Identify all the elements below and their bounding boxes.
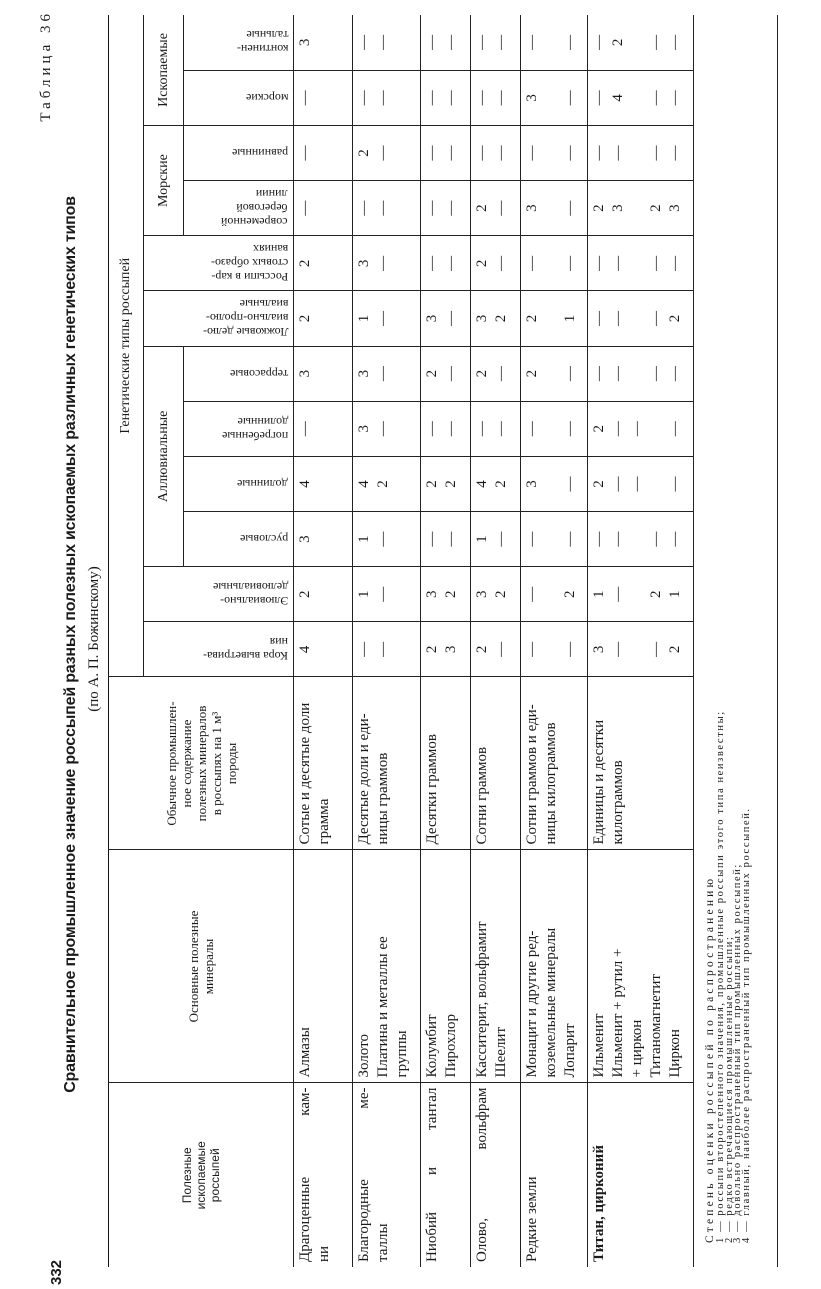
deposit-type: Драгоценные кам- ни — [297, 1087, 332, 1262]
rating-value-cell — [421, 346, 471, 401]
table-row — [471, 15, 521, 1267]
rating-value: 4 — [297, 480, 313, 488]
rating-value-cell — [421, 401, 471, 456]
header-eluvial-deluvial — [144, 567, 294, 622]
rating-value-cell — [471, 512, 521, 567]
rating-value-cell — [421, 70, 471, 125]
rating-value: 4 — [297, 645, 313, 654]
rating-value: — — — [474, 421, 509, 437]
rating-value: 2 — — [356, 145, 391, 161]
header-fossil-marine — [184, 70, 294, 125]
rating-value-cell — [353, 291, 421, 346]
rating-value-cell — [588, 181, 694, 236]
rating-value: — — — — — [591, 366, 683, 382]
header-plain — [184, 125, 294, 180]
rating-value: — 2 — — — [591, 34, 683, 50]
rating-value: 2 — — — — [591, 476, 683, 492]
rating-value: — — — [424, 90, 459, 106]
main-minerals-cell — [353, 850, 421, 1083]
main-minerals: Монацит и другие ред- коземельные минералы Лопарит — [524, 927, 578, 1078]
rating-value-cell — [471, 291, 521, 346]
rating-value-cell — [421, 15, 471, 70]
rating-value-cell — [294, 15, 353, 70]
table-row — [421, 15, 471, 1267]
rating-value-cell — [421, 181, 471, 236]
rating-value: 3 2 — [474, 590, 509, 599]
table-number-label: Таблица 36 — [38, 10, 54, 122]
rating-value-cell — [353, 125, 421, 180]
rating-value: 3 — — [424, 310, 459, 326]
rating-value-cell — [521, 346, 588, 401]
header-buried-valley — [184, 401, 294, 456]
deposit-type-cell — [588, 1083, 694, 1267]
main-minerals: Ильменит Ильменит + рутил + + циркон Титаномагнетит Циркон — [591, 948, 683, 1078]
rating-value: 2 — — [474, 255, 509, 271]
rating-value-cell — [353, 236, 421, 291]
typical-content-cell — [471, 677, 521, 850]
typical-content: Сотни граммов и еди- ницы килограммов — [524, 704, 559, 845]
rating-value: 1 — — [356, 531, 391, 547]
rating-value-cell — [471, 236, 521, 291]
rating-value: — — [297, 90, 313, 106]
rating-value: — — [297, 145, 313, 161]
rating-value: 3 — — [524, 476, 578, 492]
table-title: Сравнительное промышленное значение россыпей разных полезных ископаемых различных генетических типов — [62, 196, 79, 1093]
rating-value: — 4 — — — [591, 90, 683, 106]
rating-value: 4 2 — [356, 480, 391, 488]
rating-value-cell — [521, 236, 588, 291]
rating-value-cell — [471, 70, 521, 125]
rating-value: 2 — [297, 590, 313, 599]
rating-value-cell — [353, 70, 421, 125]
bottom-rule — [777, 15, 778, 1267]
header-label: Элювиально- делювиальные — [212, 580, 288, 609]
rating-value-cell — [471, 456, 521, 511]
typical-content: Десятки граммов — [424, 733, 440, 845]
typical-content-cell — [353, 677, 421, 850]
typical-content-cell — [421, 677, 471, 850]
typical-content: Единицы и десятки килограммов — [591, 719, 626, 845]
main-minerals-cell — [521, 850, 588, 1083]
rating-value-cell — [353, 401, 421, 456]
header-genetic-types: Генетические типы россыпей — [109, 15, 144, 677]
rating-value-cell — [294, 125, 353, 180]
rating-value: 1 — — [474, 531, 509, 547]
header-label: современной береговой линии — [221, 187, 288, 230]
rating-value-cell — [471, 401, 521, 456]
rating-value-cell — [353, 512, 421, 567]
rating-value: 2 3 — [424, 645, 459, 654]
rating-value-cell — [521, 512, 588, 567]
deposit-type: Ниобий и тантал — [424, 1087, 440, 1262]
rating-value-cell — [294, 512, 353, 567]
rating-value-cell — [521, 401, 588, 456]
deposit-type-cell — [521, 1083, 588, 1267]
header-label: равнинные — [231, 146, 288, 161]
header-label: долинные — [237, 476, 288, 491]
rating-value-cell — [421, 456, 471, 511]
rating-value: — — — [424, 421, 459, 437]
header-karst — [144, 236, 294, 291]
main-minerals: Колумбит Пирохлор — [424, 1014, 459, 1078]
rating-value-cell — [421, 512, 471, 567]
header-terrace — [184, 346, 294, 401]
header-label: Россыпи в кар- стовых образо- ваниях — [210, 242, 288, 285]
rating-value: 3 — — [356, 255, 391, 271]
rating-value-cell — [353, 346, 421, 401]
rating-value-cell — [353, 622, 421, 677]
header-valley — [184, 456, 294, 511]
legend-heading: Степень оценки россыпей по распространению — [704, 875, 716, 1243]
rating-value: — — — [356, 641, 391, 657]
rating-value: — — — [474, 145, 509, 161]
main-minerals: Алмазы — [297, 1027, 313, 1078]
rating-value: 2 3 2 3 — [591, 204, 683, 212]
rating-value: 2 — — [474, 366, 509, 382]
table-header — [109, 15, 294, 1267]
rating-value: — — — [524, 145, 578, 161]
rating-value: — 2 — [524, 586, 578, 602]
deposit-type: Титан, цирконий — [591, 1145, 607, 1262]
header-group-marine: Морские — [144, 125, 184, 235]
typical-content: Сотни граммов — [474, 746, 490, 845]
rating-value-cell — [294, 622, 353, 677]
rating-value-cell — [521, 622, 588, 677]
rating-value: 3 — — [524, 90, 578, 106]
rating-value: — — — — — [591, 255, 683, 271]
rating-value-cell — [353, 567, 421, 622]
rating-value-cell — [294, 346, 353, 401]
rating-value-cell — [421, 622, 471, 677]
rating-value: 1 — — [356, 310, 391, 326]
deposit-type-cell — [421, 1083, 471, 1267]
table-row — [353, 15, 421, 1267]
rating-value-cell — [294, 181, 353, 236]
header-label: континен- тальные — [236, 28, 288, 57]
rating-value-cell — [471, 15, 521, 70]
rating-value: — — — [474, 34, 509, 50]
header-label: русловые — [239, 532, 288, 547]
rating-value: 3 — — [356, 366, 391, 382]
rating-value-cell — [588, 236, 694, 291]
main-minerals-cell — [421, 850, 471, 1083]
deposit-type: Редкие земли — [524, 1176, 540, 1262]
legend-item: 1 — россыпи второстепенного значения, промышленные россыпи этого типа неизвестны; — [715, 710, 726, 1243]
rating-value: 2 1 — [524, 314, 578, 323]
rating-value: 3 — [297, 369, 313, 378]
rating-value: — — — [474, 90, 509, 106]
rating-value: — — — [356, 90, 391, 106]
main-minerals: Золото Платина и металлы ее группы — [356, 936, 410, 1078]
header-typical-content: Обычное промышлен- ное содержание полезных минералов в россыпях на 1 м³ породы — [109, 677, 294, 850]
rating-value: — — [297, 421, 313, 437]
rating-value-cell — [588, 567, 694, 622]
rating-value-cell — [588, 622, 694, 677]
rating-value-cell — [421, 567, 471, 622]
rating-value-cell — [588, 512, 694, 567]
header-gully — [144, 291, 294, 346]
typical-content: Сотые и десятые доли грамма — [297, 702, 332, 845]
deposit-type: Благородные ме- таллы — [356, 1087, 391, 1262]
header-deposit-type: Полезные ископаемые россыпей — [109, 1083, 294, 1267]
placer-deposits-table — [108, 15, 694, 1267]
rating-value: 3 — — 2 — [591, 641, 683, 657]
header-label: морские — [245, 90, 288, 105]
rating-value: — — — [356, 200, 391, 216]
table-body — [294, 15, 694, 1267]
rating-value-cell — [521, 15, 588, 70]
header-fossil-continental — [184, 15, 294, 70]
rating-value: 4 2 — [474, 480, 509, 488]
rating-value: 3 2 — [424, 590, 459, 599]
main-minerals: Касситерит, вольфрамит Шеелит — [474, 921, 509, 1078]
rating-value: 1 — 2 1 — [591, 586, 683, 602]
deposit-type-cell — [353, 1083, 421, 1267]
rating-value: 2 — — [474, 200, 509, 216]
rating-value-cell — [294, 456, 353, 511]
rating-value: — — — [524, 255, 578, 271]
rating-value: 3 2 — [474, 314, 509, 323]
rating-value-cell — [521, 70, 588, 125]
rating-value: — — — [524, 34, 578, 50]
rating-value: — — — [524, 421, 578, 437]
rating-value-cell — [588, 70, 694, 125]
rating-value-cell — [294, 70, 353, 125]
header-main-minerals: Основные полезные минералы — [109, 850, 294, 1083]
main-minerals-cell — [588, 850, 694, 1083]
main-minerals-cell — [471, 850, 521, 1083]
header-weathering-crust — [144, 622, 294, 677]
header-label: Кора выветрива- ния — [202, 635, 288, 664]
rating-value: 1 — — [356, 586, 391, 602]
rating-value-cell — [521, 125, 588, 180]
rating-value: 3 — [297, 535, 313, 543]
rating-value-cell — [521, 291, 588, 346]
legend-item: 2 — редко встречающиеся промышленные россыпи; — [723, 935, 735, 1243]
deposit-type-cell — [471, 1083, 521, 1267]
rating-value-cell — [588, 125, 694, 180]
rating-value-cell — [353, 181, 421, 236]
rating-value: 2 — — [424, 366, 459, 382]
rating-value-cell — [353, 15, 421, 70]
rating-value-cell — [521, 567, 588, 622]
typical-content-cell — [521, 677, 588, 850]
header-label: погребенные долинные — [221, 414, 288, 443]
header-group-fossil: Ископаемые — [144, 15, 184, 125]
typical-content-cell — [588, 677, 694, 850]
rating-value-cell — [521, 456, 588, 511]
typical-content: Десятые доли и еди- ницы граммов — [356, 713, 391, 845]
rating-value: 3 — — [524, 200, 578, 216]
rating-value: — — — [356, 34, 391, 50]
table-row — [588, 15, 694, 1267]
rating-value: 2 — [297, 259, 313, 268]
typical-content-cell — [294, 677, 353, 850]
rating-value-cell — [421, 291, 471, 346]
rating-value: 2 — [297, 314, 313, 323]
rating-value: — — — 2 — [591, 310, 683, 326]
rating-value-cell — [294, 236, 353, 291]
table-subtitle: (по А. П. Божинскому) — [86, 566, 102, 712]
rating-value: — — — [424, 255, 459, 271]
rating-value-cell — [588, 401, 694, 456]
rating-value-cell — [471, 567, 521, 622]
rating-value-cell — [588, 15, 694, 70]
header-label: террасовые — [229, 366, 288, 381]
legend-item: 3 — довольно распространенный тип промышленных россыпей; — [732, 863, 744, 1243]
rating-value: 2 — — — — [591, 421, 683, 437]
rating-value: — — — — — [591, 145, 683, 161]
rating-value: — — [297, 200, 313, 216]
rating-value: — — — [424, 200, 459, 216]
rating-value-cell — [421, 125, 471, 180]
deposit-type-cell — [294, 1083, 353, 1267]
rating-value-cell — [353, 456, 421, 511]
rating-value: — — — [524, 531, 578, 547]
rating-value: 2 — — [524, 366, 578, 382]
header-channel — [184, 512, 294, 567]
rating-value-cell — [421, 236, 471, 291]
header-label: Ложковые делю- виально-пролю- виальные — [202, 297, 288, 340]
rating-value-cell — [294, 567, 353, 622]
page-number: 332 — [48, 1259, 65, 1285]
rating-value: 2 — — [474, 641, 509, 657]
rating-value-cell — [588, 291, 694, 346]
rating-value: — — — — — [591, 531, 683, 547]
rating-value: — — — [424, 34, 459, 50]
rating-value: 2 2 — [424, 480, 459, 488]
rating-value-cell — [588, 346, 694, 401]
legend-item: 4 — главный, наиболее распространенный тип промышленных россыпей. — [740, 807, 752, 1243]
rating-value: — — — [424, 531, 459, 547]
rating-value-cell — [294, 291, 353, 346]
rating-value: 3 — [297, 38, 313, 47]
header-group-alluvial: Аллювиальные — [144, 346, 184, 567]
rating-value-cell — [471, 125, 521, 180]
rating-value-cell — [471, 181, 521, 236]
rating-value-cell — [294, 401, 353, 456]
table-row — [521, 15, 588, 1267]
rating-value: — — — [424, 145, 459, 161]
rating-value-cell — [471, 346, 521, 401]
rating-value-cell — [471, 622, 521, 677]
rating-value-cell — [521, 181, 588, 236]
rating-value: 3 — — [356, 421, 391, 437]
header-modern-shoreline — [184, 181, 294, 236]
deposit-type: Олово, вольфрам — [474, 1087, 490, 1262]
rating-legend — [704, 710, 751, 1243]
rating-value: — — — [524, 641, 578, 657]
table-row — [294, 15, 353, 1267]
main-minerals-cell — [294, 850, 353, 1083]
rating-value-cell — [588, 456, 694, 511]
